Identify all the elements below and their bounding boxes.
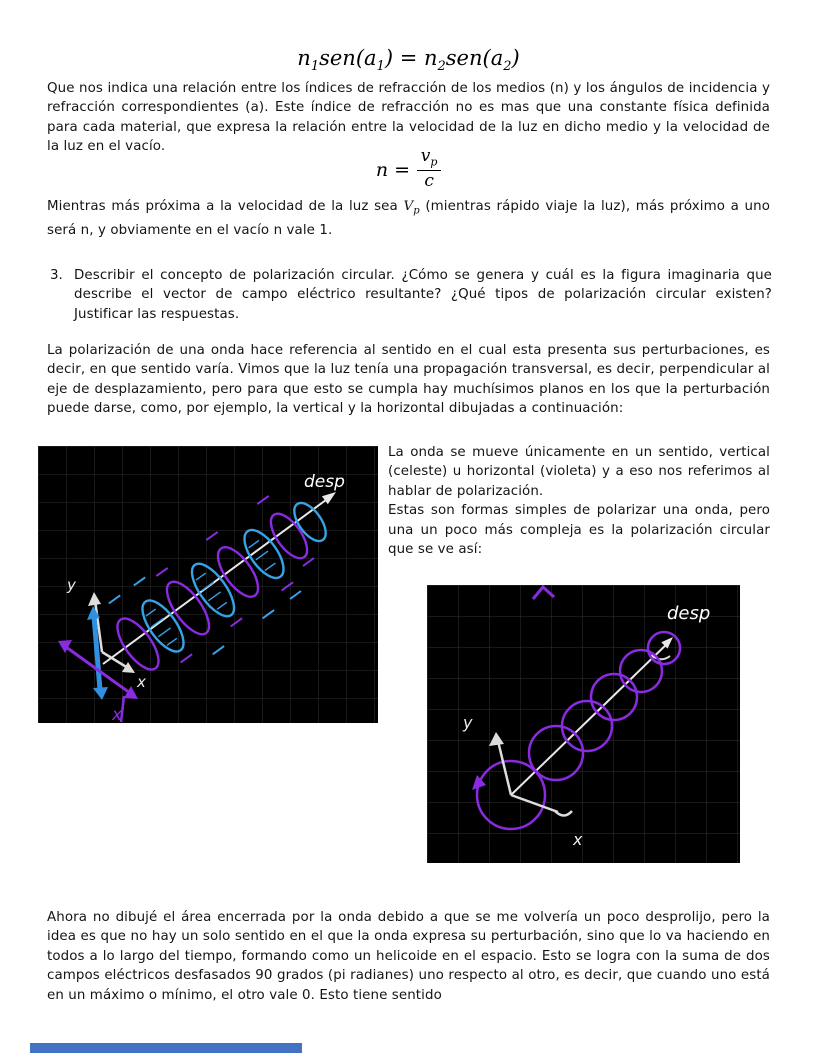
formula-sub: 2 xyxy=(437,59,446,75)
fraction-denominator: c xyxy=(424,171,434,192)
formula-sub: 1 xyxy=(376,59,385,75)
desp-label: desp xyxy=(304,472,345,492)
figure-circular-polarization xyxy=(427,585,740,863)
y-axis-label: y xyxy=(67,576,76,594)
question-item-3 xyxy=(50,266,772,324)
fraction xyxy=(417,148,441,191)
formula-lhs: n = xyxy=(375,158,411,181)
math-var-sub: p xyxy=(413,205,420,217)
blue-bar xyxy=(30,1043,302,1053)
formula-part: ) xyxy=(511,46,520,70)
x-purple-label: x xyxy=(112,705,123,723)
side-text-column xyxy=(388,443,770,559)
formula-part: ) = n xyxy=(384,46,438,70)
paragraph-polarization-intro: La polarización de una onda hace referencia al sentido en el cual esta presenta sus perturbaciones, es decir, en que sentido varía. Vimos que la luz tenía una propagación transversal, es decir, perpendicular al eje de desplazamiento, pero para que esto se cumpla hay muchísimos planos en los que la perturbación puede darse, como, por ejemplo, la vertical y la horizontal dibujadas a continuación: xyxy=(47,343,770,417)
paragraph-text: Mientras más próxima a la velocidad de la luz sea xyxy=(47,199,404,214)
fraction-numerator: v xyxy=(420,146,431,166)
formula-part: n xyxy=(297,46,311,70)
formula-part: sen(a xyxy=(319,46,377,70)
x-axis-label: x xyxy=(573,830,583,849)
formula-sub: 2 xyxy=(503,59,512,75)
formula-refraction-index xyxy=(0,148,817,191)
fraction-numerator-sub: p xyxy=(430,155,438,169)
question-number: 3. xyxy=(50,268,63,283)
formula-snell-law xyxy=(0,46,817,74)
formula-sub: 1 xyxy=(310,59,320,75)
question-text: Describir el concepto de polarización circular. ¿Cómo se genera y cuál es la figura imaginaria que describe el vector de campo eléctrico resultante? ¿Qué tipos de polarización circular existen? Justificar las respuestas. xyxy=(74,268,772,322)
paragraph-helicoid: Ahora no dibujé el área encerrada por la onda debido a que se me volvería un poco desprolijo, pero la idea es que no hay un solo sentido en el que la onda expresa su perturbación, sino que lo va haciendo en todos a lo largo del tiempo, formando como un helicoide en el espacio. Esto se logra con la suma de dos campos eléctricos desfasados 90 grados (pi radianes) uno respecto al otro, es decir, que cuando uno está en un máximo o mínimo, el otro vale 0. Esto tiene sentido xyxy=(47,910,770,1003)
desp-label: desp xyxy=(667,603,711,624)
inline-math-vp xyxy=(403,199,420,217)
side-paragraph-2: Estas son formas simples de polarizar una onda, pero una un poco más compleja es la polarización circular que se ve así: xyxy=(388,503,770,558)
y-axis-label: y xyxy=(463,713,473,732)
paragraph-light-speed xyxy=(47,197,770,240)
formula-part: sen(a xyxy=(445,46,504,70)
paragraph-refraction-index: Que nos indica una relación entre los índices de refracción de los medios (n) y los ángulos de incidencia y refracción correspondientes (a). Este índice de refracción no es mas que una constante física definida para cada material, que expresa la relación entre la velocidad de la luz en dicho medio y la velocidad de la luz en el vacío. xyxy=(47,81,770,155)
paragraph-text: (mientras rápido viaje la luz), más próximo a uno será n, y obviamente en el vacío n vale 1. xyxy=(47,199,770,239)
figure-linear-polarization xyxy=(38,446,378,723)
math-var: V xyxy=(403,199,414,214)
side-paragraph-1: La onda se mueve únicamente en un sentido, vertical (celeste) u horizontal (violeta) y a eso nos referimos al hablar de polarización. xyxy=(388,445,770,499)
x-axis-label: x xyxy=(137,673,146,691)
